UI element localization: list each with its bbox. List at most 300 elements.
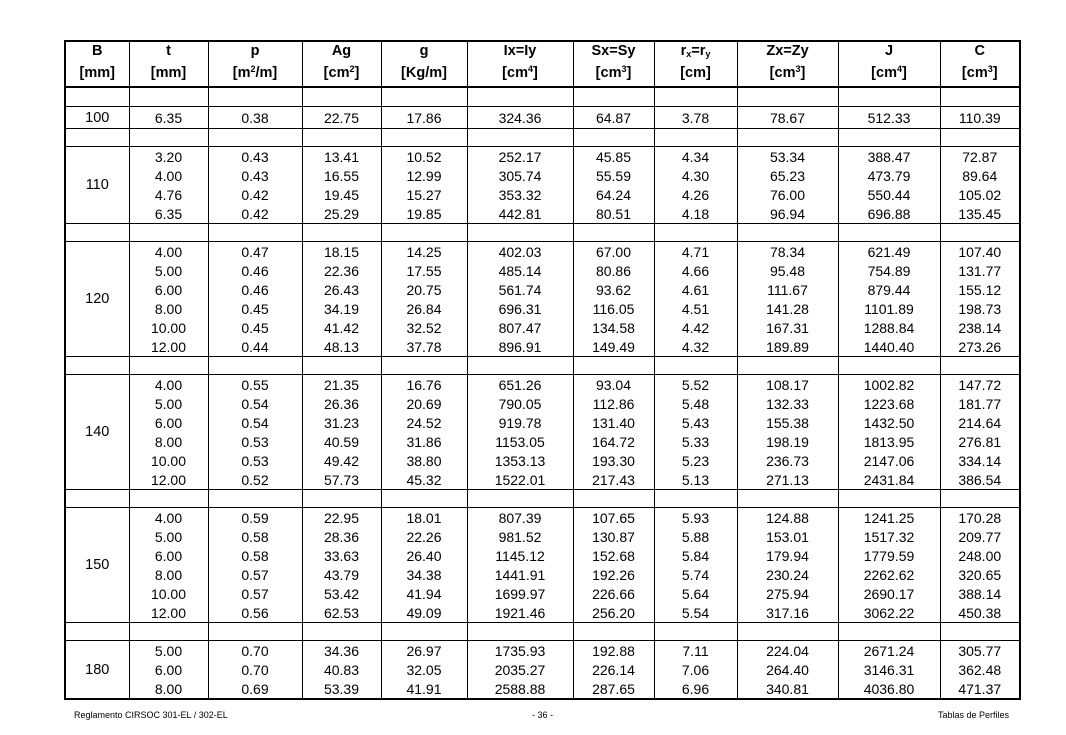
empty-cell <box>302 357 381 375</box>
cell-j: 1432.50 <box>838 413 940 432</box>
separator-row <box>65 490 1020 508</box>
cell-j: 1241.25 <box>838 508 940 528</box>
cell-sx: 226.14 <box>573 660 654 679</box>
footer-page-number: - 36 - <box>532 710 554 720</box>
cell-g: 41.94 <box>381 584 467 603</box>
cell-g: 37.78 <box>381 337 467 357</box>
empty-cell <box>381 129 467 147</box>
table-row <box>65 451 1020 470</box>
unit-g: [Kg/m] <box>381 60 467 87</box>
col-header-c: C <box>940 41 1020 60</box>
table-row <box>65 432 1020 451</box>
cell-t: 12.00 <box>129 603 208 623</box>
empty-cell <box>737 87 838 107</box>
separator-row <box>65 129 1020 147</box>
table-row <box>65 318 1020 337</box>
cell-sx: 164.72 <box>573 432 654 451</box>
cell-rx: 6.96 <box>654 679 737 699</box>
cell-ag: 43.79 <box>302 565 381 584</box>
empty-cell <box>573 224 654 242</box>
cell-zx: 141.28 <box>737 299 838 318</box>
cell-c: 273.26 <box>940 337 1020 357</box>
cell-zx: 108.17 <box>737 375 838 395</box>
cell-t: 4.76 <box>129 185 208 204</box>
cell-t: 4.00 <box>129 166 208 185</box>
cell-j: 473.79 <box>838 166 940 185</box>
empty-cell <box>467 357 573 375</box>
cell-zx: 230.24 <box>737 565 838 584</box>
cell-j: 512.33 <box>838 107 940 129</box>
empty-cell <box>940 224 1020 242</box>
cell-b: 100 <box>65 107 129 129</box>
cell-t: 6.00 <box>129 546 208 565</box>
cell-zx: 317.16 <box>737 603 838 623</box>
cell-ix: 442.81 <box>467 204 573 224</box>
cell-c: 471.37 <box>940 679 1020 699</box>
empty-cell <box>838 129 940 147</box>
empty-cell <box>737 129 838 147</box>
empty-cell <box>129 623 208 641</box>
cell-sx: 130.87 <box>573 527 654 546</box>
cell-p: 0.55 <box>208 375 302 395</box>
cell-p: 0.44 <box>208 337 302 357</box>
cell-p: 0.70 <box>208 660 302 679</box>
empty-cell <box>129 129 208 147</box>
cell-ix: 919.78 <box>467 413 573 432</box>
cell-c: 170.28 <box>940 508 1020 528</box>
cell-c: 131.77 <box>940 261 1020 280</box>
cell-g: 26.97 <box>381 641 467 661</box>
empty-cell <box>573 490 654 508</box>
table-row <box>65 470 1020 490</box>
cell-ag: 57.73 <box>302 470 381 490</box>
cell-ag: 48.13 <box>302 337 381 357</box>
empty-cell <box>302 224 381 242</box>
cell-t: 8.00 <box>129 432 208 451</box>
cell-p: 0.54 <box>208 394 302 413</box>
cell-p: 0.42 <box>208 204 302 224</box>
cell-zx: 53.34 <box>737 147 838 167</box>
unit-j: $[cm^4]$ <box>838 60 940 87</box>
cell-c: 72.87 <box>940 147 1020 167</box>
empty-cell <box>654 87 737 107</box>
cell-sx: 226.66 <box>573 584 654 603</box>
empty-cell <box>737 490 838 508</box>
table-row <box>65 660 1020 679</box>
cell-rx: 4.30 <box>654 166 737 185</box>
cell-t: 10.00 <box>129 584 208 603</box>
cell-t: 10.00 <box>129 318 208 337</box>
col-header-sx: Sx=Sy <box>573 41 654 60</box>
table-row <box>65 261 1020 280</box>
footer-section: Tablas de Perfiles <box>937 710 1009 720</box>
cell-rx: 5.43 <box>654 413 737 432</box>
cell-t: 12.00 <box>129 470 208 490</box>
cell-zx: 111.67 <box>737 280 838 299</box>
cell-zx: 76.00 <box>737 185 838 204</box>
unit-zx: $[cm^3]$ <box>737 60 838 87</box>
empty-cell <box>737 357 838 375</box>
table-row <box>65 394 1020 413</box>
footer-regulation: Reglamento CIRSOC 301-EL / 302-EL <box>74 710 228 720</box>
cell-zx: 96.94 <box>737 204 838 224</box>
cell-ag: 40.59 <box>302 432 381 451</box>
cell-j: 2671.24 <box>838 641 940 661</box>
cell-ix: 1522.01 <box>467 470 573 490</box>
cell-rx: 3.78 <box>654 107 737 129</box>
empty-cell <box>208 490 302 508</box>
cell-sx: 256.20 <box>573 603 654 623</box>
cell-ix: 1699.97 <box>467 584 573 603</box>
cell-sx: 192.26 <box>573 565 654 584</box>
cell-rx: 5.54 <box>654 603 737 623</box>
cell-ag: 18.15 <box>302 242 381 262</box>
cell-t: 8.00 <box>129 299 208 318</box>
cell-ix: 1353.13 <box>467 451 573 470</box>
cell-rx: 5.33 <box>654 432 737 451</box>
table-row <box>65 185 1020 204</box>
cell-t: 8.00 <box>129 565 208 584</box>
cell-sx: 149.49 <box>573 337 654 357</box>
cell-j: 879.44 <box>838 280 940 299</box>
cell-c: 209.77 <box>940 527 1020 546</box>
cell-rx: 5.74 <box>654 565 737 584</box>
cell-sx: 287.65 <box>573 679 654 699</box>
table-row <box>65 546 1020 565</box>
cell-rx: 4.26 <box>654 185 737 204</box>
cell-sx: 67.00 <box>573 242 654 262</box>
empty-cell <box>838 357 940 375</box>
page-footer <box>74 710 1009 722</box>
cell-c: 214.64 <box>940 413 1020 432</box>
col-header-p: p <box>208 41 302 60</box>
cell-ix: 2035.27 <box>467 660 573 679</box>
cell-zx: 275.94 <box>737 584 838 603</box>
cell-g: 20.69 <box>381 394 467 413</box>
empty-cell <box>838 490 940 508</box>
table-row <box>65 584 1020 603</box>
cell-t: 4.00 <box>129 242 208 262</box>
cell-g: 17.55 <box>381 261 467 280</box>
cell-b: 110 <box>65 147 129 224</box>
cell-rx: 4.32 <box>654 337 737 357</box>
cell-sx: 192.88 <box>573 641 654 661</box>
table-row <box>65 375 1020 395</box>
cell-t: 6.00 <box>129 413 208 432</box>
cell-sx: 93.04 <box>573 375 654 395</box>
cell-sx: 93.62 <box>573 280 654 299</box>
cell-ix: 696.31 <box>467 299 573 318</box>
cell-zx: 264.40 <box>737 660 838 679</box>
cell-g: 10.52 <box>381 147 467 167</box>
cell-c: 155.12 <box>940 280 1020 299</box>
unit-b: [mm] <box>65 60 129 87</box>
cell-g: 15.27 <box>381 185 467 204</box>
cell-zx: 124.88 <box>737 508 838 528</box>
cell-g: 26.40 <box>381 546 467 565</box>
cell-g: 12.99 <box>381 166 467 185</box>
empty-cell <box>654 129 737 147</box>
table-body <box>65 87 1020 699</box>
empty-cell <box>129 357 208 375</box>
separator-row <box>65 224 1020 242</box>
cell-sx: 45.85 <box>573 147 654 167</box>
cell-rx: 5.23 <box>654 451 737 470</box>
empty-cell <box>838 87 940 107</box>
cell-zx: 95.48 <box>737 261 838 280</box>
separator-row <box>65 623 1020 641</box>
cell-g: 17.86 <box>381 107 467 129</box>
cell-zx: 155.38 <box>737 413 838 432</box>
cell-c: 248.00 <box>940 546 1020 565</box>
empty-cell <box>129 490 208 508</box>
cell-t: 6.35 <box>129 204 208 224</box>
empty-cell <box>302 490 381 508</box>
empty-cell <box>65 87 129 107</box>
empty-cell <box>940 129 1020 147</box>
cell-j: 388.47 <box>838 147 940 167</box>
cell-ag: 22.75 <box>302 107 381 129</box>
empty-cell <box>737 623 838 641</box>
cell-p: 0.46 <box>208 261 302 280</box>
empty-cell <box>940 87 1020 107</box>
cell-rx: 5.13 <box>654 470 737 490</box>
empty-cell <box>208 623 302 641</box>
empty-cell <box>208 87 302 107</box>
table-row <box>65 107 1020 129</box>
cell-sx: 80.86 <box>573 261 654 280</box>
cell-c: 305.77 <box>940 641 1020 661</box>
cell-c: 107.40 <box>940 242 1020 262</box>
cell-rx: 5.64 <box>654 584 737 603</box>
cell-g: 19.85 <box>381 204 467 224</box>
cell-b: 180 <box>65 641 129 700</box>
empty-cell <box>467 490 573 508</box>
cell-sx: 134.58 <box>573 318 654 337</box>
cell-t: 6.35 <box>129 107 208 129</box>
cell-c: 110.39 <box>940 107 1020 129</box>
empty-cell <box>654 623 737 641</box>
cell-ag: 25.29 <box>302 204 381 224</box>
cell-ix: 2588.88 <box>467 679 573 699</box>
cell-j: 1779.59 <box>838 546 940 565</box>
cell-c: 147.72 <box>940 375 1020 395</box>
cell-ix: 561.74 <box>467 280 573 299</box>
cell-ix: 485.14 <box>467 261 573 280</box>
cell-ix: 324.36 <box>467 107 573 129</box>
cell-t: 5.00 <box>129 641 208 661</box>
empty-cell <box>381 224 467 242</box>
cell-ix: 305.74 <box>467 166 573 185</box>
empty-cell <box>654 490 737 508</box>
cell-zx: 78.34 <box>737 242 838 262</box>
cell-t: 3.20 <box>129 147 208 167</box>
empty-cell <box>381 490 467 508</box>
cell-g: 24.52 <box>381 413 467 432</box>
cell-ix: 1441.91 <box>467 565 573 584</box>
cell-p: 0.43 <box>208 147 302 167</box>
unit-ix: $[cm^4]$ <box>467 60 573 87</box>
cell-rx: 4.18 <box>654 204 737 224</box>
cell-rx: 4.66 <box>654 261 737 280</box>
table-row <box>65 280 1020 299</box>
cell-j: 696.88 <box>838 204 940 224</box>
empty-cell <box>467 129 573 147</box>
empty-cell <box>467 623 573 641</box>
empty-cell <box>302 87 381 107</box>
cell-c: 276.81 <box>940 432 1020 451</box>
cell-sx: 112.86 <box>573 394 654 413</box>
cell-c: 334.14 <box>940 451 1020 470</box>
cell-j: 1813.95 <box>838 432 940 451</box>
empty-cell <box>381 357 467 375</box>
cell-ix: 896.91 <box>467 337 573 357</box>
col-header-g: g <box>381 41 467 60</box>
empty-cell <box>381 623 467 641</box>
empty-cell <box>737 224 838 242</box>
cell-j: 1101.89 <box>838 299 940 318</box>
empty-cell <box>65 623 129 641</box>
cell-p: 0.47 <box>208 242 302 262</box>
cell-g: 45.32 <box>381 470 467 490</box>
cell-j: 621.49 <box>838 242 940 262</box>
cell-c: 320.65 <box>940 565 1020 584</box>
cell-ag: 49.42 <box>302 451 381 470</box>
cell-g: 31.86 <box>381 432 467 451</box>
table-row <box>65 299 1020 318</box>
cell-ag: 41.42 <box>302 318 381 337</box>
empty-cell <box>467 224 573 242</box>
cell-rx: 7.11 <box>654 641 737 661</box>
table-row <box>65 204 1020 224</box>
cell-ag: 40.83 <box>302 660 381 679</box>
empty-cell <box>208 357 302 375</box>
separator-row <box>65 87 1020 107</box>
cell-j: 1002.82 <box>838 375 940 395</box>
col-header-ix: Ix=Iy <box>467 41 573 60</box>
cell-zx: 340.81 <box>737 679 838 699</box>
cell-j: 2690.17 <box>838 584 940 603</box>
cell-ag: 34.19 <box>302 299 381 318</box>
empty-cell <box>65 224 129 242</box>
table-row <box>65 565 1020 584</box>
cell-p: 0.58 <box>208 527 302 546</box>
cell-zx: 224.04 <box>737 641 838 661</box>
cell-j: 3062.22 <box>838 603 940 623</box>
cell-rx: 7.06 <box>654 660 737 679</box>
cell-zx: 153.01 <box>737 527 838 546</box>
cell-g: 26.84 <box>381 299 467 318</box>
table-row <box>65 166 1020 185</box>
unit-p: $[m^2/m]$ <box>208 60 302 87</box>
cell-c: 450.38 <box>940 603 1020 623</box>
cell-g: 49.09 <box>381 603 467 623</box>
cell-j: 3146.31 <box>838 660 940 679</box>
cell-ix: 1921.46 <box>467 603 573 623</box>
cell-j: 2431.84 <box>838 470 940 490</box>
cell-rx: 5.84 <box>654 546 737 565</box>
profile-table-sheet <box>64 40 1019 700</box>
cell-p: 0.57 <box>208 584 302 603</box>
empty-cell <box>573 87 654 107</box>
unit-c: $[cm^3]$ <box>940 60 1020 87</box>
cell-rx: 5.88 <box>654 527 737 546</box>
cell-zx: 78.67 <box>737 107 838 129</box>
empty-cell <box>573 129 654 147</box>
cell-p: 0.54 <box>208 413 302 432</box>
cell-ag: 19.45 <box>302 185 381 204</box>
cell-j: 1440.40 <box>838 337 940 357</box>
cell-rx: 4.71 <box>654 242 737 262</box>
empty-cell <box>208 129 302 147</box>
cell-p: 0.58 <box>208 546 302 565</box>
table-row <box>65 337 1020 357</box>
empty-cell <box>654 224 737 242</box>
cell-c: 105.02 <box>940 185 1020 204</box>
empty-cell <box>467 87 573 107</box>
cell-j: 1288.84 <box>838 318 940 337</box>
cell-c: 198.73 <box>940 299 1020 318</box>
empty-cell <box>838 623 940 641</box>
table-row <box>65 641 1020 661</box>
cell-ag: 22.95 <box>302 508 381 528</box>
empty-cell <box>302 129 381 147</box>
cell-c: 238.14 <box>940 318 1020 337</box>
cell-j: 1517.32 <box>838 527 940 546</box>
cell-rx: 5.93 <box>654 508 737 528</box>
cell-p: 0.45 <box>208 318 302 337</box>
cell-b: 140 <box>65 375 129 490</box>
cell-ix: 981.52 <box>467 527 573 546</box>
cell-zx: 179.94 <box>737 546 838 565</box>
cell-t: 4.00 <box>129 375 208 395</box>
table-row <box>65 679 1020 699</box>
empty-cell <box>129 87 208 107</box>
cell-p: 0.43 <box>208 166 302 185</box>
cell-p: 0.42 <box>208 185 302 204</box>
cell-ix: 1153.05 <box>467 432 573 451</box>
empty-cell <box>129 224 208 242</box>
cell-p: 0.38 <box>208 107 302 129</box>
empty-cell <box>940 623 1020 641</box>
cell-ix: 807.47 <box>467 318 573 337</box>
cell-p: 0.53 <box>208 432 302 451</box>
cell-rx: 4.42 <box>654 318 737 337</box>
cell-zx: 236.73 <box>737 451 838 470</box>
cell-t: 5.00 <box>129 394 208 413</box>
cell-ag: 13.41 <box>302 147 381 167</box>
cell-t: 6.00 <box>129 660 208 679</box>
cell-t: 6.00 <box>129 280 208 299</box>
unit-ag: $[cm^2]$ <box>302 60 381 87</box>
unit-rx: [cm] <box>654 60 737 87</box>
empty-cell <box>65 129 129 147</box>
cell-p: 0.69 <box>208 679 302 699</box>
cell-ix: 353.32 <box>467 185 573 204</box>
col-header-j: J <box>838 41 940 60</box>
empty-cell <box>940 490 1020 508</box>
cell-zx: 189.89 <box>737 337 838 357</box>
cell-p: 0.70 <box>208 641 302 661</box>
cell-t: 5.00 <box>129 527 208 546</box>
table-row <box>65 603 1020 623</box>
table-row <box>65 527 1020 546</box>
cell-j: 2147.06 <box>838 451 940 470</box>
empty-cell <box>940 357 1020 375</box>
cell-t: 5.00 <box>129 261 208 280</box>
cell-ix: 402.03 <box>467 242 573 262</box>
unit-sx: $[cm^3]$ <box>573 60 654 87</box>
